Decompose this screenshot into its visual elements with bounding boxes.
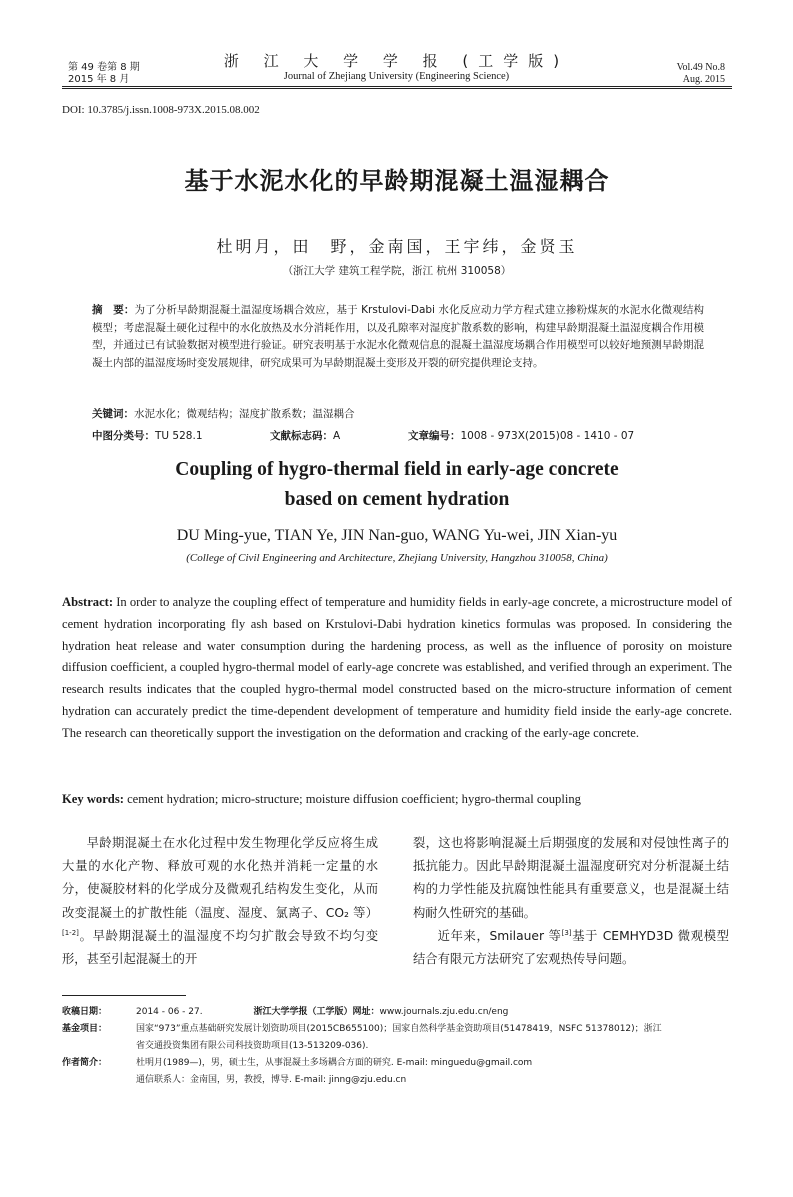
fund-line2: 省交通投资集团有限公司科技资助项目(13-513209-036).: [136, 1041, 369, 1051]
article-number-value: 1008 - 973X(2015)08 - 1410 - 07: [460, 430, 635, 442]
body-text: 早龄期混凝土在水化过程中发生物理化学反应将生成大量的水化产物、释放可观的水化热并消耗一定量的水分，使凝胶材料的化学成分及微观孔结构发生变化，从而改变混凝土的扩散性能（温度、湿度、氯离子、CO₂ 等）: [62, 836, 378, 920]
authors-en: DU Ming-yue, TIAN Ye, JIN Nan-guo, WANG Yu-wei, JIN Xian-yu: [176, 527, 618, 544]
abstract-cn-text: 为了分析早龄期混凝土温湿度场耦合效应，基于 Krstulovi-Dabi 水化反应动力学方程式建立掺粉煤灰的水泥水化微观结构模型；考虑混凝土硬化过程中的水化放热及水分消耗作用，以及孔隙率对湿度扩散系数的影响，构建早龄期混凝土温湿度耦合作用模型，并通过已有试验数据对模型进行验证。研究表明基于水泥水化微观信息的混凝土温湿度场耦合作用模型可以较好地预测早龄期混凝土内部的温湿度场时变发展规律，研究成果可为早龄期混凝土变形及开裂的研究提供理论支持。: [92, 304, 705, 369]
body-text: 近年来，Smilauer 等: [437, 928, 562, 943]
citation-ref: [1-2]: [62, 928, 79, 937]
footnotes: [62, 1004, 742, 1089]
paper-title-en: [62, 455, 732, 515]
author-value: 杜明月(1989—)，男，硕士生，从事混凝土多场耦合方面的研究. E-mail: minguedu@gmail.com: [136, 1058, 533, 1068]
body-paragraph: [413, 925, 729, 971]
doc-code-value: A: [333, 430, 341, 442]
keywords-en-text: cement hydration; micro-structure; moisture diffusion coefficient; hygro-thermal coupling: [127, 792, 581, 806]
keywords-en-label: Key words:: [62, 792, 124, 806]
body-text: 。早龄期混凝土的温湿度不均匀扩散会导致不均匀变形，甚至引起混凝土的开: [62, 928, 378, 967]
header-date-cn: 2015 年 8 月: [68, 74, 130, 85]
footnote-fund: [62, 1021, 742, 1038]
keywords-en: [62, 792, 732, 807]
website-link[interactable]: www.journals.zju.edu.cn/eng: [379, 1007, 509, 1017]
abstract-en-label: Abstract:: [62, 595, 114, 609]
header-rule-top: [62, 86, 732, 87]
clc-label: 中图分类号：: [92, 430, 155, 442]
header-journal-cn: 浙 江 大 学 学 报 (工学版): [223, 52, 570, 70]
affiliation-cn: （浙江大学 建筑工程学院，浙江 杭州 310058）: [282, 265, 512, 277]
footnote-author: [62, 1055, 742, 1072]
body-paragraph: 裂，这也将影响混凝土后期强度的发展和对侵蚀性离子的抵抗能力。因此早龄期混凝土温湿度研究对分析混凝土结构的力学性能及抗腐蚀性能具有重要意义，也是混凝土结构耐久性研究的基础。: [413, 836, 729, 920]
fund-line1: 国家“973”重点基础研究发展计划资助项目(2015CB655100)；国家自然科学基金资助项目(51478419，NSFC 51378012)；浙江: [136, 1024, 662, 1034]
abstract-en-text: In order to analyze the coupling effect of temperature and humidity fields in early-age concrete, a microstructure model of cement hydration incorporating fly ash based on Krstulovi-Dabi hydration kinetics formulas was proposed. In considering the hydration heat release and water consumption during the hardening process, as well as the influence of porosity on moisture diffusion coefficient, a coupled hygro-thermal model of early-age concrete was established, and verified through an experiment. The research results indicates that the coupled hygro-thermal model constructed based on the micro-structure information of cement hydration can accurately predict the time-dependent development of temperature and humidity field inside the early-age concrete. The research can theoretically support the investigation on the deformation and cracking of the early-age concrete.: [62, 595, 732, 740]
received-row-values: [136, 1004, 742, 1021]
document-code: [270, 428, 340, 443]
fund-label: 基金项目：: [62, 1024, 108, 1034]
clc-value: TU 528.1: [155, 430, 203, 442]
body-column-left: [62, 832, 378, 971]
affiliation-en: (College of Civil Engineering and Architecture, Zhejiang University, Hangzhou 310058, China): [186, 552, 608, 564]
paper-title-cn: 基于水泥水化的早龄期混凝土温湿耦合: [184, 167, 610, 195]
abstract-en: [62, 592, 732, 745]
author-label: 作者简介：: [62, 1058, 108, 1068]
keywords-cn: [92, 406, 704, 421]
header-volume-cn: 第 49 卷第 8 期: [68, 62, 140, 73]
doc-code-label: 文献标志码：: [270, 430, 333, 442]
body-text: 基于 CEMHYD3D 微观模型结合有限元方法研究了宏观热传导问题。: [413, 928, 729, 967]
contact-author: 通信联系人：金南国，男，教授，博导. E-mail: jinng@zju.edu.cn: [136, 1075, 407, 1085]
header-date-en: Aug. 2015: [682, 74, 725, 85]
received-label: 收稿日期：: [62, 1007, 108, 1017]
header-journal: [200, 52, 593, 83]
header-volume-en: Vol.49 No.8: [676, 62, 725, 73]
title-en-line2: based on cement hydration: [284, 489, 510, 510]
footnote-received: [62, 1004, 742, 1021]
header-issue-cn: [68, 62, 140, 86]
clc-number: [92, 428, 203, 443]
keywords-cn-text: 水泥水化；微观结构；湿度扩散系数；温湿耦合: [134, 408, 355, 420]
doi: DOI: 10.3785/j.issn.1008-973X.2015.08.002: [62, 104, 260, 116]
received-value: 2014 - 06 - 27.: [136, 1007, 203, 1017]
body-paragraph: [62, 832, 378, 971]
article-number: [408, 428, 634, 443]
citation-ref: [3]: [561, 928, 572, 937]
abstract-cn: [92, 302, 704, 372]
authors-cn: 杜明月，田 野，金南国，王宇纬，金贤玉: [216, 237, 578, 256]
article-number-label: 文章编号：: [408, 430, 461, 442]
keywords-cn-label: 关键词：: [92, 408, 134, 420]
title-en-line1: Coupling of hygro-thermal field in early-age concrete: [175, 459, 619, 480]
header-journal-en: Journal of Zhejiang University (Engineering Science): [283, 71, 510, 82]
abstract-cn-label: 摘 要：: [92, 304, 135, 316]
footnote-rule: [62, 995, 186, 996]
header-issue-en: [677, 62, 725, 86]
website-label: 浙江大学学报（工学版）网址：: [253, 1007, 380, 1017]
body-column-right: [413, 832, 729, 971]
header-rule-bottom: [62, 88, 732, 89]
